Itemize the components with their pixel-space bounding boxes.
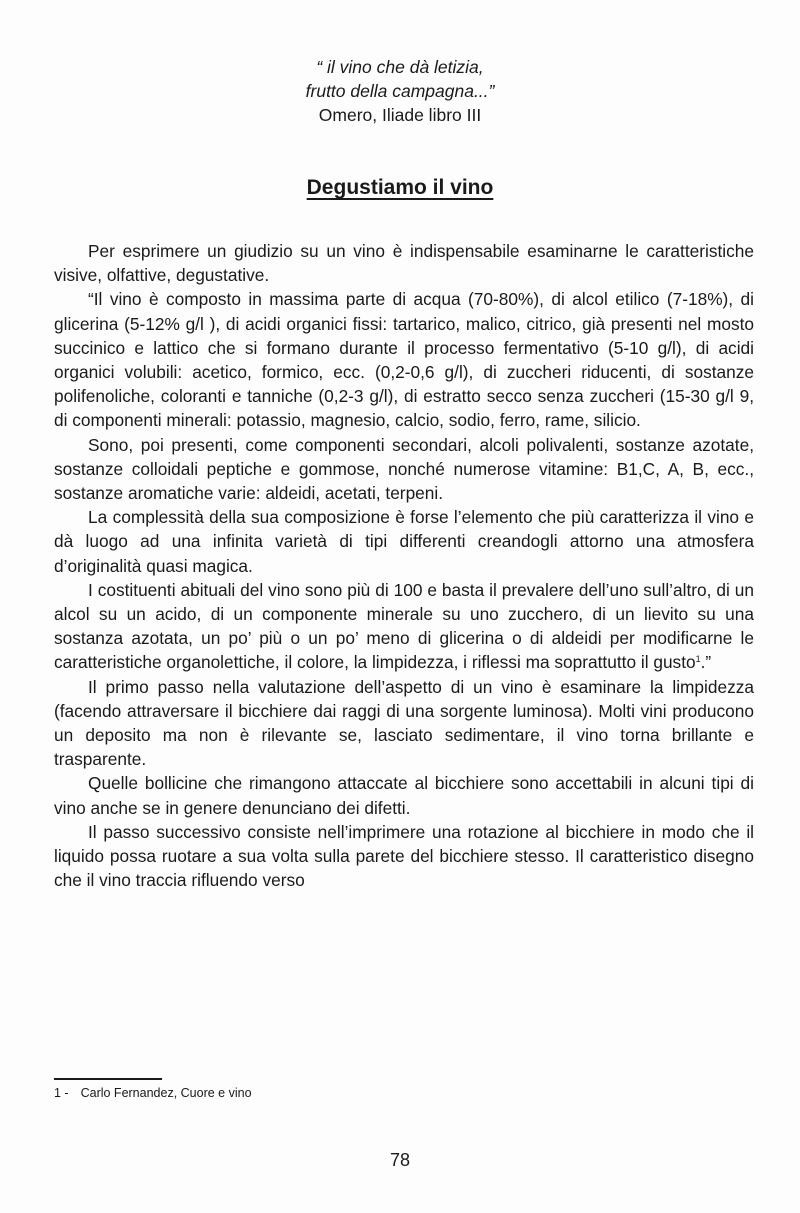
epigraph-line-2: frutto della campagna...” [305,81,495,101]
paragraph-text: I costituenti abituali del vino sono più di 100 e basta il prevalere dell’uno sull’altro, di un alcol su un acido, di un componente minerale su uno zucchero, di un lievito su una sostanza azotata, un po’ più o un po’ meno di glicerina o di aldeidi per modificarne le caratteristiche organolettiche, il colore, la limpidezza, i riflessi ma soprattutto il gusto [54,579,754,673]
paragraph: “Il vino è composto in massima parte di acqua (70-80%), di alcol etilico (7-18%), di glicerina (5-12% g/l ), di acidi organici fissi: tartarico, malico, citrico, già presenti nel mosto succinico e lattico che si formano durante il processo fermentativo (5-10 g/l), di acidi organici volubili: acetico, formico, ecc. (0,2-0,6 g/l), di zuccheri riducenti, di sostanze polifenoliche, coloranti e tanniche (0,2-3 g/l), di estratto secco senza zuccheri (15-30 g/l 9, di componenti minerali: potassio, magnesio, calcio, sodio, ferro, rame, silicio. [54,289,754,431]
footnote-text: Carlo Fernandez, Cuore e vino [80,1086,252,1100]
epigraph-source: Omero, Iliade libro III [318,105,482,125]
paragraph [54,578,754,675]
page-number: 78 [389,1150,411,1170]
paragraph: Il passo successivo consiste nell’imprimere una rotazione al bicchiere in modo che il liquido possa ruotare a sua volta sulla parete del bicchiere stesso. Il caratteristico disegno che il vino traccia rifluendo verso [54,821,754,891]
paragraph: Sono, poi presenti, come componenti secondari, alcoli polivalenti, sostanze azotate, sostanze colloidali peptiche e gommose, nonché numerose vitamine: B1,C, A, B, ecc., sostanze aromatiche varie: aldeidi, acetati, terpeni. [54,434,754,504]
paragraph: Quelle bollicine che rimangono attaccate al bicchiere sono accettabili in alcuni tipi di vino anche se in genere denunciano dei difetti. [54,773,754,818]
chapter-title: Degustiamo il vino [306,176,494,199]
footnote [54,1085,252,1101]
paragraph: Il primo passo nella valutazione dell’aspetto di un vino è esaminare la limpidezza (facendo attraversare il bicchiere dai raggi di una sorgente luminosa). Molti vini producono un deposito ma non è rilevante se, lasciato sedimentare, il vino torna brillante e trasparente. [54,676,754,770]
footnote-divider [54,1078,162,1080]
paragraph: Per esprimere un giudizio su un vino è indispensabile esaminarne le caratteristiche visive, olfattive, degustative. [54,241,754,286]
paragraph: La complessità della sua composizione è forse l’elemento che più caratterizza il vino e dà luogo ad una infinita varietà di tipi differenti creandogli attorno una atmosfera d’originalità quasi magica. [54,507,754,576]
epigraph-line-1: “ il vino che dà letizia, [316,57,484,77]
body-text [54,239,754,892]
footnote-number: 1 - [54,1086,69,1100]
footnote-reference: 1 [695,654,701,665]
quote-close: .” [700,652,712,673]
epigraph [200,55,600,127]
